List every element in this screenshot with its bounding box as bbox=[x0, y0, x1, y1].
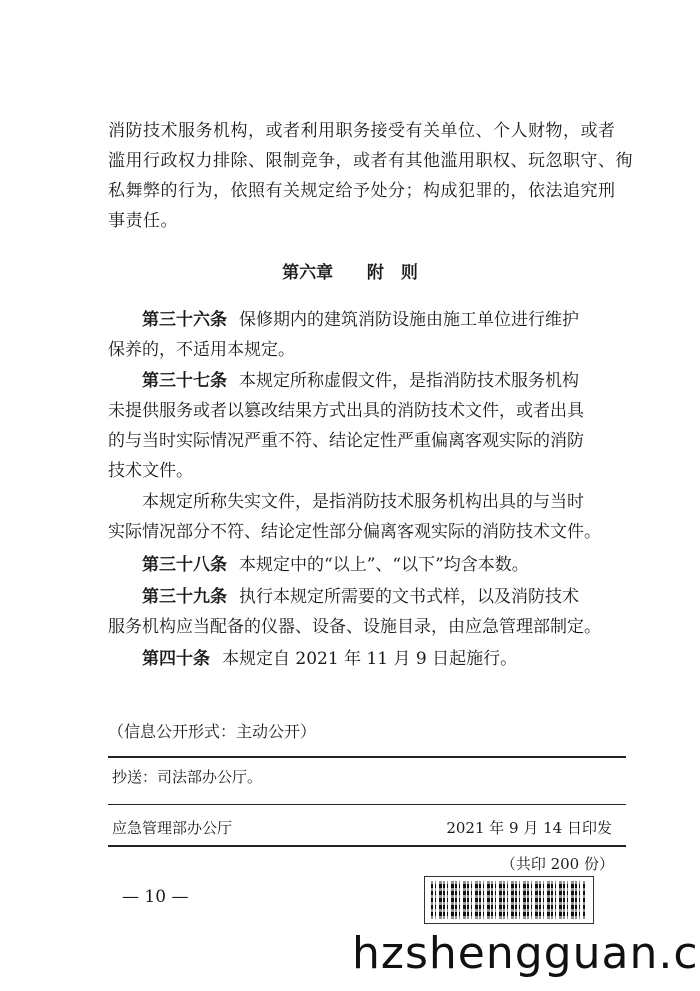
cc-line: 抄送：司法部办公厅。 bbox=[112, 768, 263, 786]
disclosure-notice: （信息公开形式：主动公开） bbox=[108, 722, 317, 741]
article-text: 保修期内的建筑消防设施由施工单位进行维护 bbox=[239, 310, 579, 330]
article-37 bbox=[108, 366, 628, 486]
paragraph-line: 消防技术服务机构，或者利用职务接受有关单位、个人财物，或者 bbox=[108, 121, 616, 141]
copies-count: （共印 200 份） bbox=[500, 855, 614, 873]
chapter-heading bbox=[0, 258, 700, 283]
article-text: 本规定自 2021 年 11 月 9 日起施行。 bbox=[222, 649, 518, 669]
article-text: 未提供服务或者以篡改结果方式出具的消防技术文件，或者出具 bbox=[108, 401, 584, 421]
chapter-title: 附 则 bbox=[366, 263, 418, 283]
article-text: 执行本规定所需要的文书式样，以及消防技术 bbox=[239, 587, 579, 607]
article-label: 第三十七条 bbox=[142, 371, 227, 391]
article-label: 第三十九条 bbox=[142, 587, 227, 607]
paragraph-line: 私舞弊的行为，依照有关规定给予处分；构成犯罪的，依法追究刑 bbox=[108, 181, 616, 201]
barcode-icon bbox=[424, 876, 594, 924]
article-text: 服务机构应当配备的仪器、设备、设施目录，由应急管理部制定。 bbox=[108, 617, 601, 637]
article-40 bbox=[108, 644, 628, 674]
article-39 bbox=[108, 582, 628, 642]
article-text: 保养的，不适用本规定。 bbox=[108, 340, 295, 360]
divider-bottom bbox=[108, 845, 626, 847]
divider-middle bbox=[108, 804, 626, 805]
article-text: 技术文件。 bbox=[108, 461, 193, 481]
article-text: 实际情况部分不符、结论定性部分偏离客观实际的消防技术文件。 bbox=[108, 522, 601, 542]
article-36 bbox=[108, 305, 628, 365]
paragraph-line: 事责任。 bbox=[108, 211, 178, 231]
chapter-number: 第六章 bbox=[282, 263, 334, 283]
article-label: 第三十六条 bbox=[142, 310, 227, 330]
issuer: 应急管理部办公厅 bbox=[112, 819, 233, 837]
article-text: 本规定所称虚假文件，是指消防技术服务机构 bbox=[239, 371, 579, 391]
article-text: 的与当时实际情况严重不符、结论定性严重偏离客观实际的消防 bbox=[108, 431, 584, 451]
page-number: — 10 — bbox=[122, 887, 189, 907]
opening-paragraph bbox=[108, 116, 633, 236]
article-38 bbox=[108, 550, 628, 580]
issue-date: 2021 年 9 月 14 日印发 bbox=[446, 819, 612, 837]
article-37-paragraph-2 bbox=[108, 487, 628, 547]
article-label: 第四十条 bbox=[142, 649, 210, 669]
paragraph-line: 滥用行政权力排除、限制竞争，或者有其他滥用职权、玩忽职守、徇 bbox=[108, 151, 633, 171]
article-text: 本规定所称失实文件，是指消防技术服务机构出具的与当时 bbox=[142, 492, 584, 512]
article-text: 本规定中的“以上”、“以下”均含本数。 bbox=[239, 555, 529, 575]
divider-top bbox=[108, 756, 626, 758]
article-label: 第三十八条 bbox=[142, 555, 227, 575]
watermark: hzshengguan.c bbox=[352, 928, 699, 979]
